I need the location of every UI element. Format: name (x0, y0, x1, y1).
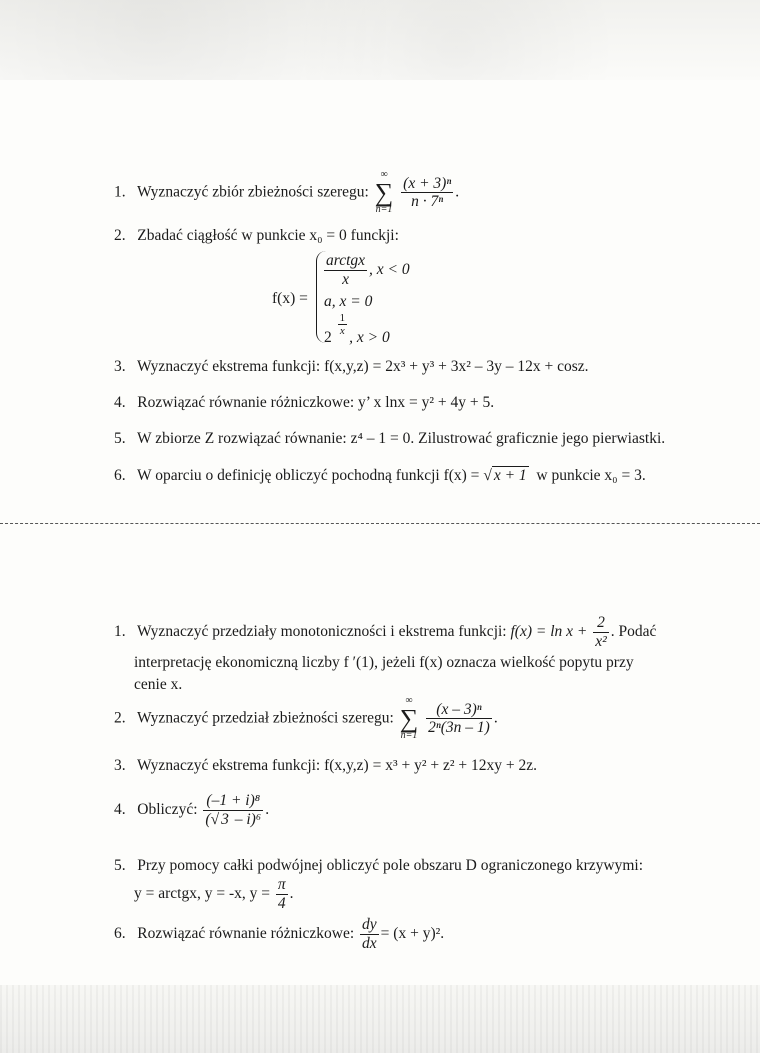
sqrt-symbol: √ (483, 467, 492, 484)
s1-p1-fraction (401, 175, 453, 212)
s2-p4-number: 4. (114, 800, 126, 818)
s2-p5-tail: . (289, 884, 294, 902)
sigma-symbol: ∑ (374, 177, 394, 207)
fraction-numerator: 2 (593, 614, 609, 633)
s2-p4-tail: . (265, 800, 270, 818)
s1-problem-2 (114, 227, 399, 245)
s1-p1-tail: . (455, 183, 460, 201)
s2-p2-sum (400, 696, 419, 742)
fraction-numerator: (x + 3)ⁿ (403, 174, 452, 192)
s2-problem-1 (114, 614, 656, 651)
sum-lower: n=1 (400, 730, 418, 742)
s2-problem-2 (114, 696, 498, 742)
s2-p6-tail: = (x + y)². (380, 924, 445, 942)
case3-exponent (338, 312, 348, 337)
sqrt-symbol: √ (210, 810, 220, 828)
s1-p4-text: Rozwiązać równanie różniczkowe: y’ x lnx = y² + 4y + 5. (137, 394, 495, 411)
s1-problem-1 (114, 170, 459, 216)
s1-p6-number: 6. (114, 467, 126, 484)
s2-p4-text: Obliczyć: (137, 800, 198, 818)
cut-line-divider (0, 523, 760, 524)
fraction-numerator: (x – 3)ⁿ (426, 701, 492, 720)
s2-problem-5 (114, 857, 643, 875)
s1-problem-6 (114, 467, 646, 485)
s1-p6-radicand: x + 1 (493, 467, 527, 484)
case3-exp-numerator: 1 (339, 312, 346, 324)
s1-problem-5 (114, 430, 665, 448)
sum-upper: ∞ (405, 695, 413, 706)
fraction-numerator: π (277, 876, 286, 893)
case3-condition: , x > 0 (349, 329, 390, 347)
s2-p1-fraction (593, 614, 609, 651)
fraction-numerator: (–1 + i)⁸ (203, 792, 263, 811)
sum-upper: ∞ (380, 169, 388, 180)
s2-p2-tail: . (493, 709, 498, 727)
s1-p1-text: Wyznaczyć zbiór zbieżności szeregu: (136, 183, 369, 201)
scan-noise-top (0, 0, 760, 80)
s1-p2-text: Zbadać ciągłość w punkcie x₀ = 0 funckji: (137, 227, 399, 244)
fraction-denominator: x² (595, 632, 607, 650)
s1-p2-case-2: a, x = 0 (324, 293, 373, 310)
s1-p1-number: 1. (114, 183, 126, 201)
s1-p2-case-1 (322, 252, 410, 289)
s2-p6-text: Rozwiązać równanie różniczkowe: (137, 924, 355, 942)
s2-p3-text: Wyznaczyć ekstrema funkcji: f(x,y,z) = x³ + y² + z² + 12xy + 2z. (136, 757, 538, 774)
s1-p5-text: W zbiorze Z rozwiązać równanie: z⁴ – 1 = 0. Zilustrować graficznie jego pierwiastki. (136, 430, 666, 447)
s1-p2-number: 2. (114, 227, 126, 244)
case3-exp-denominator: x (339, 325, 345, 337)
s1-p3-number: 3. (114, 358, 126, 375)
denominator-open-paren: ( (205, 810, 211, 828)
s2-p2-fraction (426, 701, 492, 738)
s2-p2-text: Wyznaczyć przedział zbieżności szeregu: (136, 709, 394, 727)
s2-p5-text: Przy pomocy całki podwójnej obliczyć pole obszaru D ograniczonego krzywymi: (137, 857, 644, 874)
case1-fraction (324, 252, 367, 289)
s1-problem-4 (114, 394, 494, 412)
s1-p3-text: Wyznaczyć ekstrema funkcji: f(x,y,z) = 2x³ + y³ + 3x² – 3y – 12x + cosz. (136, 358, 589, 375)
s2-p1-line-3: cenie x. (134, 676, 183, 693)
s1-p5-number: 5. (114, 430, 126, 447)
s1-p1-sum (375, 170, 394, 216)
fraction-denominator: dx (362, 934, 377, 952)
s2-problem-3 (114, 757, 537, 775)
s2-p2-number: 2. (114, 709, 126, 727)
fraction-denominator (203, 811, 263, 829)
scan-noise-bottom (0, 985, 760, 1053)
s1-p2-case-3 (324, 312, 390, 347)
s2-p4-fraction (203, 792, 263, 829)
s2-p1-tail: . Podać (610, 622, 657, 640)
case1-numerator: arctgx (326, 252, 366, 269)
s2-p6-number: 6. (114, 924, 126, 942)
sum-lower: n=1 (375, 204, 393, 216)
fraction-denominator: n · 7ⁿ (411, 193, 444, 211)
s2-p1-text: Wyznaczyć przedziały monotoniczności i ekstrema funkcji: (136, 622, 507, 640)
s2-p1-line-2: interpretację ekonomiczną liczby f ′(1), jeżeli f(x) oznacza wielkość popytu przy (134, 654, 634, 671)
s2-p1-number: 1. (114, 622, 126, 640)
case3-base: 2 (324, 329, 332, 347)
denominator-radicand: 3 (221, 810, 229, 828)
case1-condition: , x < 0 (369, 261, 410, 279)
sigma-symbol: ∑ (399, 703, 419, 733)
s1-p6-tail: w punkcie x₀ = 3. (536, 467, 646, 484)
s2-problem-4 (114, 792, 269, 829)
s1-problem-3 (114, 358, 589, 376)
denominator-rest: – i)⁶ (234, 810, 262, 828)
s2-problem-6 (114, 916, 444, 953)
s1-p6-text: W oparciu o definicję obliczyć pochodną funkcji f(x) = (136, 467, 480, 484)
fraction-denominator: 2ⁿ(3n – 1) (428, 719, 490, 737)
fraction-numerator: dy (362, 916, 377, 933)
s1-p2-fx-label: f(x) = (272, 290, 308, 307)
s2-p5-curves: y = arctgx, y = -x, y = (134, 884, 270, 902)
s2-p6-fraction (360, 916, 379, 953)
s2-p5-line-2 (134, 876, 294, 913)
s2-p5-number: 5. (114, 857, 126, 874)
s2-p3-number: 3. (114, 757, 126, 774)
fraction-denominator: 4 (277, 894, 286, 912)
s2-p5-fraction (276, 876, 288, 913)
case1-denominator: x (342, 271, 349, 288)
s1-p4-number: 4. (114, 394, 126, 411)
s2-p1-function: f(x) = ln x + (510, 622, 588, 640)
